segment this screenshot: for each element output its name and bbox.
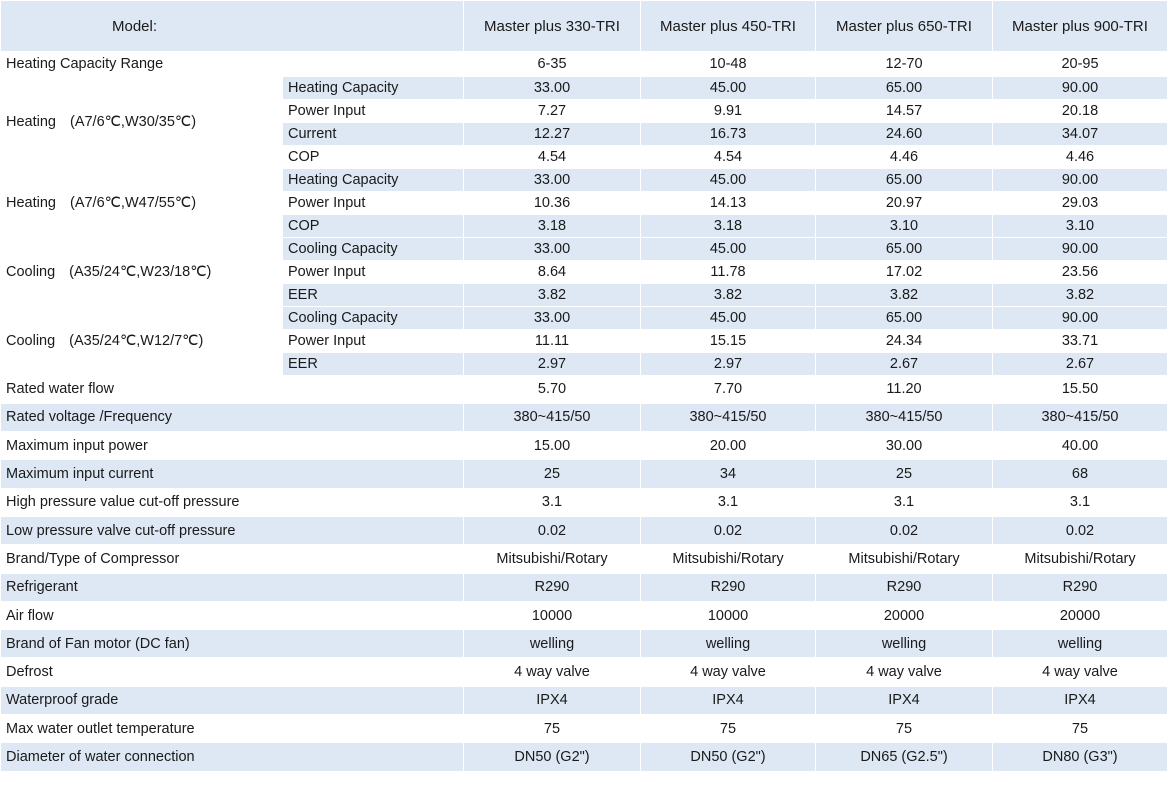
row-label: Power Input (283, 191, 464, 214)
cell-value: 3.82 (464, 283, 641, 306)
cell-value: 2.97 (464, 352, 641, 375)
cell-value: DN80 (G3") (993, 743, 1167, 771)
table-row (1, 573, 1167, 601)
cell-value: 3.82 (641, 283, 816, 306)
cell-value: Mitsubishi/Rotary (816, 545, 993, 573)
cell-value: 380~415/50 (641, 403, 816, 431)
row-label: Rated water flow (1, 375, 464, 403)
row-label: Maximum input current (1, 460, 464, 488)
cell-value: 34 (641, 460, 816, 488)
model-name: Master plus 330-TRI (464, 1, 641, 52)
cell-value: DN50 (G2") (464, 743, 641, 771)
cell-value: Mitsubishi/Rotary (641, 545, 816, 573)
cell-value: 4.54 (464, 145, 641, 168)
cell-value: Mitsubishi/Rotary (993, 545, 1167, 573)
cell-value: 68 (993, 460, 1167, 488)
cell-value: 16.73 (641, 122, 816, 145)
model-name: Master plus 450-TRI (641, 1, 816, 52)
cell-value: R290 (816, 573, 993, 601)
cell-value: 33.00 (464, 306, 641, 329)
row-label: High pressure value cut-off pressure (1, 488, 464, 516)
table-row (1, 488, 1167, 516)
model-name: Master plus 900-TRI (993, 1, 1167, 52)
cell-value: 4.54 (641, 145, 816, 168)
cell-value: 10000 (464, 601, 641, 629)
group-label (1, 168, 283, 237)
table-row (1, 516, 1167, 544)
cell-value: welling (464, 630, 641, 658)
cell-value: 65.00 (816, 168, 993, 191)
cell-value: 45.00 (641, 237, 816, 260)
cell-value: 75 (464, 715, 641, 743)
row-label: Current (283, 122, 464, 145)
cell-value: 40.00 (993, 432, 1167, 460)
table-row (1, 658, 1167, 686)
cell-value: 7.27 (464, 99, 641, 122)
group-condition: (A35/24℃,W23/18℃) (69, 263, 212, 280)
cell-value: 9.91 (641, 99, 816, 122)
row-label: Power Input (283, 260, 464, 283)
cell-value: 2.97 (641, 352, 816, 375)
cell-value: 3.10 (816, 214, 993, 237)
cell-value: 45.00 (641, 306, 816, 329)
row-label: EER (283, 352, 464, 375)
cell-value: IPX4 (464, 686, 641, 714)
cell-value: 34.07 (993, 122, 1167, 145)
cell-value: 11.11 (464, 329, 641, 352)
row-label: Power Input (283, 99, 464, 122)
cell-value: 15.50 (993, 375, 1167, 403)
cell-value: DN50 (G2") (641, 743, 816, 771)
cell-value: 14.13 (641, 191, 816, 214)
group-condition: (A35/24℃,W12/7℃) (69, 332, 204, 349)
row-label: Refrigerant (1, 573, 464, 601)
cell-value: 380~415/50 (464, 403, 641, 431)
row-label: Heating Capacity (283, 76, 464, 99)
row-label: Heating Capacity (283, 168, 464, 191)
cell-value: 15.00 (464, 432, 641, 460)
row-label: Maximum input power (1, 432, 464, 460)
cell-value: 24.60 (816, 122, 993, 145)
cell-value: 33.00 (464, 237, 641, 260)
table-row (1, 306, 1167, 329)
cell-value: 3.18 (464, 214, 641, 237)
cell-value: 15.15 (641, 329, 816, 352)
cell-value: 3.18 (641, 214, 816, 237)
cell-value: 7.70 (641, 375, 816, 403)
group-name: Cooling (6, 332, 56, 349)
table-row (1, 545, 1167, 573)
group-condition: (A7/6℃,W30/35℃) (69, 114, 197, 130)
cell-value: R290 (993, 573, 1167, 601)
cell-value: 20000 (993, 601, 1167, 629)
table-row (1, 375, 1167, 403)
cell-value: 45.00 (641, 76, 816, 99)
row-label: COP (283, 214, 464, 237)
cell-value: 0.02 (641, 516, 816, 544)
cell-value: 75 (993, 715, 1167, 743)
cell-value: IPX4 (993, 686, 1167, 714)
cell-value: 29.03 (993, 191, 1167, 214)
cell-value: 4 way valve (816, 658, 993, 686)
cell-value: R290 (464, 573, 641, 601)
group-label (1, 306, 283, 375)
cell-value: 0.02 (993, 516, 1167, 544)
group-label (1, 76, 283, 168)
table-row (1, 432, 1167, 460)
cell-value: 12.27 (464, 122, 641, 145)
cell-value: 65.00 (816, 237, 993, 260)
row-label: Air flow (1, 601, 464, 629)
cell-value: 20000 (816, 601, 993, 629)
table-row (1, 715, 1167, 743)
cell-value: 380~415/50 (993, 403, 1167, 431)
row-label: COP (283, 145, 464, 168)
row-label: Low pressure valve cut-off pressure (1, 516, 464, 544)
cell-value: 8.64 (464, 260, 641, 283)
cell-value: 45.00 (641, 168, 816, 191)
group-name: Cooling (6, 263, 56, 280)
cell-value: 20.18 (993, 99, 1167, 122)
cell-value: 5.70 (464, 375, 641, 403)
row-label: Max water outlet temperature (1, 715, 464, 743)
cell-value: 4 way valve (641, 658, 816, 686)
cell-value: 2.67 (816, 352, 993, 375)
table-row (1, 237, 1167, 260)
cell-value: 33.00 (464, 76, 641, 99)
cell-value: 65.00 (816, 306, 993, 329)
cell-value: 4.46 (993, 145, 1167, 168)
cell-value: 11.20 (816, 375, 993, 403)
row-label: Brand/Type of Compressor (1, 545, 464, 573)
cell-value: 75 (641, 715, 816, 743)
row-label: Cooling Capacity (283, 306, 464, 329)
cell-value: 4.46 (816, 145, 993, 168)
cell-value: 20.97 (816, 191, 993, 214)
cell-value: 0.02 (816, 516, 993, 544)
table-row (1, 601, 1167, 629)
cell-value: IPX4 (641, 686, 816, 714)
cell-value: welling (816, 630, 993, 658)
cell-value: 0.02 (464, 516, 641, 544)
table-row (1, 168, 1167, 191)
table-row (1, 52, 1167, 77)
cell-value: 14.57 (816, 99, 993, 122)
cell-value: 3.1 (993, 488, 1167, 516)
cell-value: welling (993, 630, 1167, 658)
row-label: Waterproof grade (1, 686, 464, 714)
cell-value: 10.36 (464, 191, 641, 214)
table-row (1, 403, 1167, 431)
group-label (1, 237, 283, 306)
cell-value: 3.10 (993, 214, 1167, 237)
cell-value: 12-70 (816, 52, 993, 77)
cell-value: 4 way valve (464, 658, 641, 686)
group-name: Heating (6, 114, 56, 130)
cell-value: 30.00 (816, 432, 993, 460)
cell-value: DN65 (G2.5") (816, 743, 993, 771)
row-label: Rated voltage /Frequency (1, 403, 464, 431)
model-label: Model: (1, 1, 464, 52)
cell-value: 2.67 (993, 352, 1167, 375)
cell-value: welling (641, 630, 816, 658)
cell-value: 75 (816, 715, 993, 743)
row-label: Diameter of water connection (1, 743, 464, 771)
cell-value: 3.1 (464, 488, 641, 516)
cell-value: 11.78 (641, 260, 816, 283)
cell-value: IPX4 (816, 686, 993, 714)
row-label: Defrost (1, 658, 464, 686)
cell-value: 10-48 (641, 52, 816, 77)
row-label: EER (283, 283, 464, 306)
table-row (1, 630, 1167, 658)
cell-value: 90.00 (993, 168, 1167, 191)
table-row (1, 686, 1167, 714)
cell-value: Mitsubishi/Rotary (464, 545, 641, 573)
row-label: Cooling Capacity (283, 237, 464, 260)
cell-value: 90.00 (993, 76, 1167, 99)
cell-value: 3.82 (816, 283, 993, 306)
cell-value: 3.82 (993, 283, 1167, 306)
cell-value: 3.1 (641, 488, 816, 516)
group-name: Heating (6, 194, 56, 211)
cell-value: 23.56 (993, 260, 1167, 283)
group-condition: (A7/6℃,W47/55℃) (69, 194, 197, 211)
cell-value: 25 (816, 460, 993, 488)
cell-value: 20-95 (993, 52, 1167, 77)
model-name: Master plus 650-TRI (816, 1, 993, 52)
cell-value: 3.1 (816, 488, 993, 516)
cell-value: 20.00 (641, 432, 816, 460)
cell-value: 24.34 (816, 329, 993, 352)
cell-value: 25 (464, 460, 641, 488)
row-label: Power Input (283, 329, 464, 352)
cell-value: 33.00 (464, 168, 641, 191)
cell-value: 65.00 (816, 76, 993, 99)
cell-value: 380~415/50 (816, 403, 993, 431)
table-row (1, 460, 1167, 488)
cell-value: 4 way valve (993, 658, 1167, 686)
cell-value: 90.00 (993, 306, 1167, 329)
row-label: Heating Capacity Range (1, 52, 464, 77)
cell-value: 6-35 (464, 52, 641, 77)
cell-value: 17.02 (816, 260, 993, 283)
header-row (1, 1, 1167, 52)
cell-value: 10000 (641, 601, 816, 629)
cell-value: R290 (641, 573, 816, 601)
table-row (1, 743, 1167, 771)
table-row (1, 76, 1167, 99)
cell-value: 90.00 (993, 237, 1167, 260)
row-label: Brand of Fan motor (DC fan) (1, 630, 464, 658)
cell-value: 33.71 (993, 329, 1167, 352)
